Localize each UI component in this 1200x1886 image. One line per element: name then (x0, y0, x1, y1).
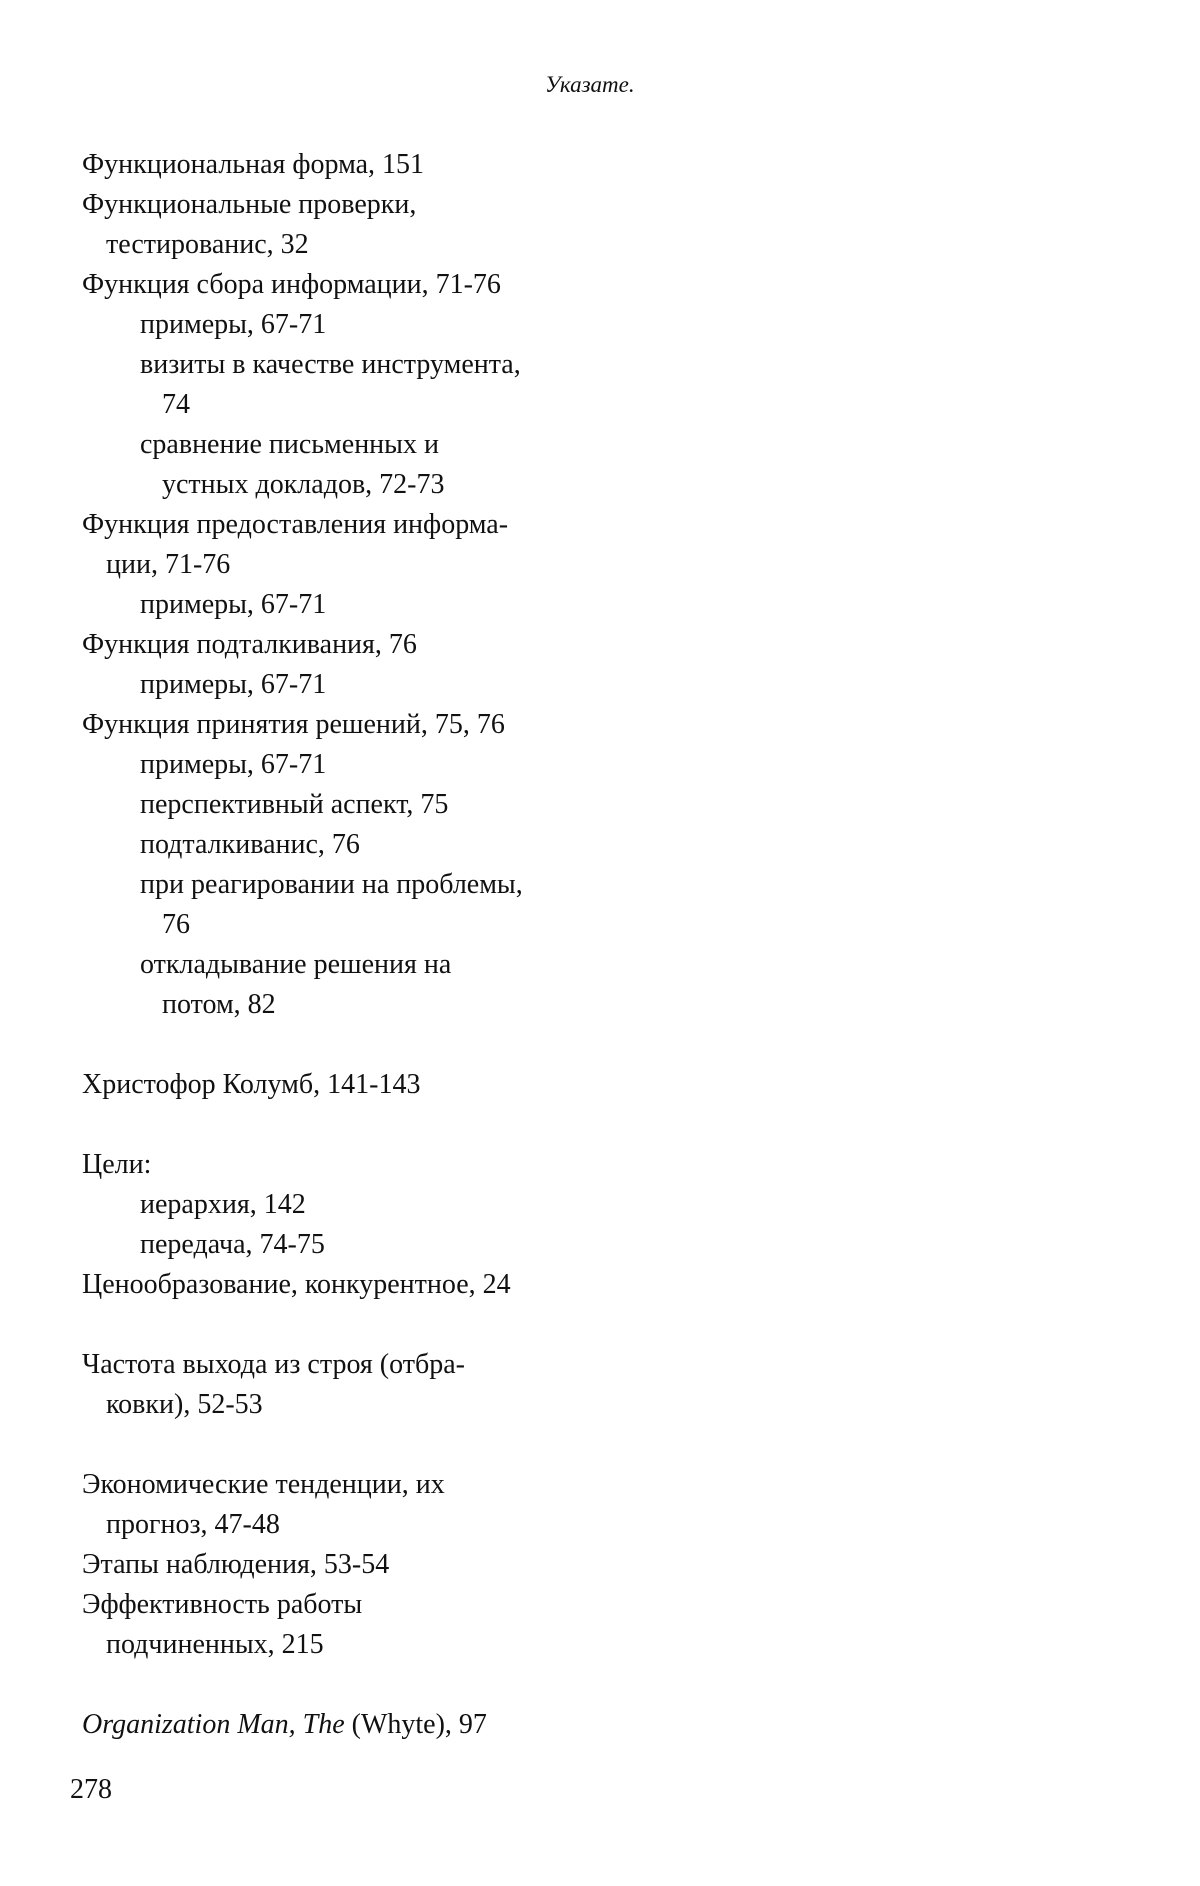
index-subentry (78, 865, 598, 945)
index-subentry (78, 785, 598, 825)
index-entry (78, 1345, 598, 1425)
section-gap (78, 1105, 598, 1145)
index-entry (78, 145, 598, 185)
index-entry-line: прогноз, 47-48 (106, 1509, 280, 1540)
index-entry-line: примеры, 67-71 (140, 589, 327, 620)
section-gap (78, 1665, 598, 1705)
index-entry (78, 1465, 598, 1545)
index-entry-line: Эффективность работы (82, 1589, 363, 1620)
index-entry-line: перспективный аспект, 75 (140, 789, 449, 820)
index-entry-line: Ценообразование, конкурентное, 24 (82, 1269, 511, 1300)
index-entry-line: откладывание решения на (140, 949, 452, 980)
index-entry-line: Цели: (82, 1149, 152, 1180)
index-entry (78, 1585, 598, 1665)
index-entry-line: Этапы наблюдения, 53-54 (82, 1549, 390, 1580)
index-entry-line: примеры, 67-71 (140, 669, 327, 700)
index-entry-line: передача, 74-75 (140, 1229, 325, 1260)
index-entry (78, 265, 598, 305)
index-subentry (78, 1225, 598, 1265)
index-entry-line: тестированис, 32 (106, 229, 309, 260)
index-entry-line: Функциональная форма, 151 (82, 149, 425, 180)
index-subentry (78, 1185, 598, 1225)
index-entry-line: Функция подталкивания, 76 (82, 629, 417, 660)
index-entry-line: ковки), 52-53 (106, 1389, 263, 1420)
running-head: Указате. (545, 72, 635, 97)
index-entry-line: сравнение письменных и (140, 429, 439, 460)
index-entry-line: при реагировании на проблемы, (140, 869, 523, 900)
index-entry-line: Функциональные проверки, (82, 189, 417, 220)
index-entry (78, 505, 598, 585)
index-entry (78, 1145, 598, 1185)
index-entry-line: устных докладов, 72-73 (162, 469, 445, 500)
section-gap (78, 1425, 598, 1465)
index-subentry (78, 945, 598, 1025)
book-title: Organization Man, The (82, 1709, 345, 1740)
index-entry (78, 1545, 598, 1585)
index-entry-line: Частота выхода из строя (отбра- (82, 1349, 465, 1380)
index-subentry (78, 825, 598, 865)
index-entry-line: подчиненных, 215 (106, 1629, 324, 1660)
index-entry-line: Функция сбора информации, 71-76 (82, 269, 501, 300)
index-entry-line: примеры, 67-71 (140, 749, 327, 780)
index-entry (78, 1265, 598, 1305)
section-gap (78, 1025, 598, 1065)
index-entry-line: 74 (162, 389, 190, 420)
index-entry-line: ции, 71-76 (106, 549, 231, 580)
index-entry-line: Функция предоставления информа- (82, 509, 509, 540)
page-number: 278 (70, 1774, 112, 1805)
index-entry (78, 1065, 598, 1105)
index-subentry (78, 345, 598, 425)
index-entry-line: Функция принятия решений, 75, 76 (82, 709, 505, 740)
index-entry (78, 625, 598, 665)
index-entry-line (78, 1705, 598, 1745)
index-subentry (78, 585, 598, 625)
index-subentry (78, 425, 598, 505)
index-entry (78, 1705, 598, 1745)
index-entry-line: примеры, 67-71 (140, 309, 327, 340)
index-entry (78, 705, 598, 745)
index-subentry (78, 745, 598, 785)
index-entry (78, 185, 598, 265)
index-entry-line: Христофор Колумб, 141-143 (82, 1069, 421, 1100)
section-gap (78, 1305, 598, 1345)
index-entry-line: Экономические тенденции, их (82, 1469, 445, 1500)
index-entry-line: потом, 82 (162, 989, 276, 1020)
index-entry-line: иерархия, 142 (140, 1189, 306, 1220)
index-subentry (78, 665, 598, 705)
index-entry-line: 76 (162, 909, 190, 940)
index-entry-text: (Whyte), 97 (344, 1709, 487, 1740)
index-list (78, 145, 598, 1745)
index-subentry (78, 305, 598, 345)
index-entry-line: визиты в качестве инструмента, (140, 349, 521, 380)
index-entry-line: подталкиванис, 76 (140, 829, 360, 860)
